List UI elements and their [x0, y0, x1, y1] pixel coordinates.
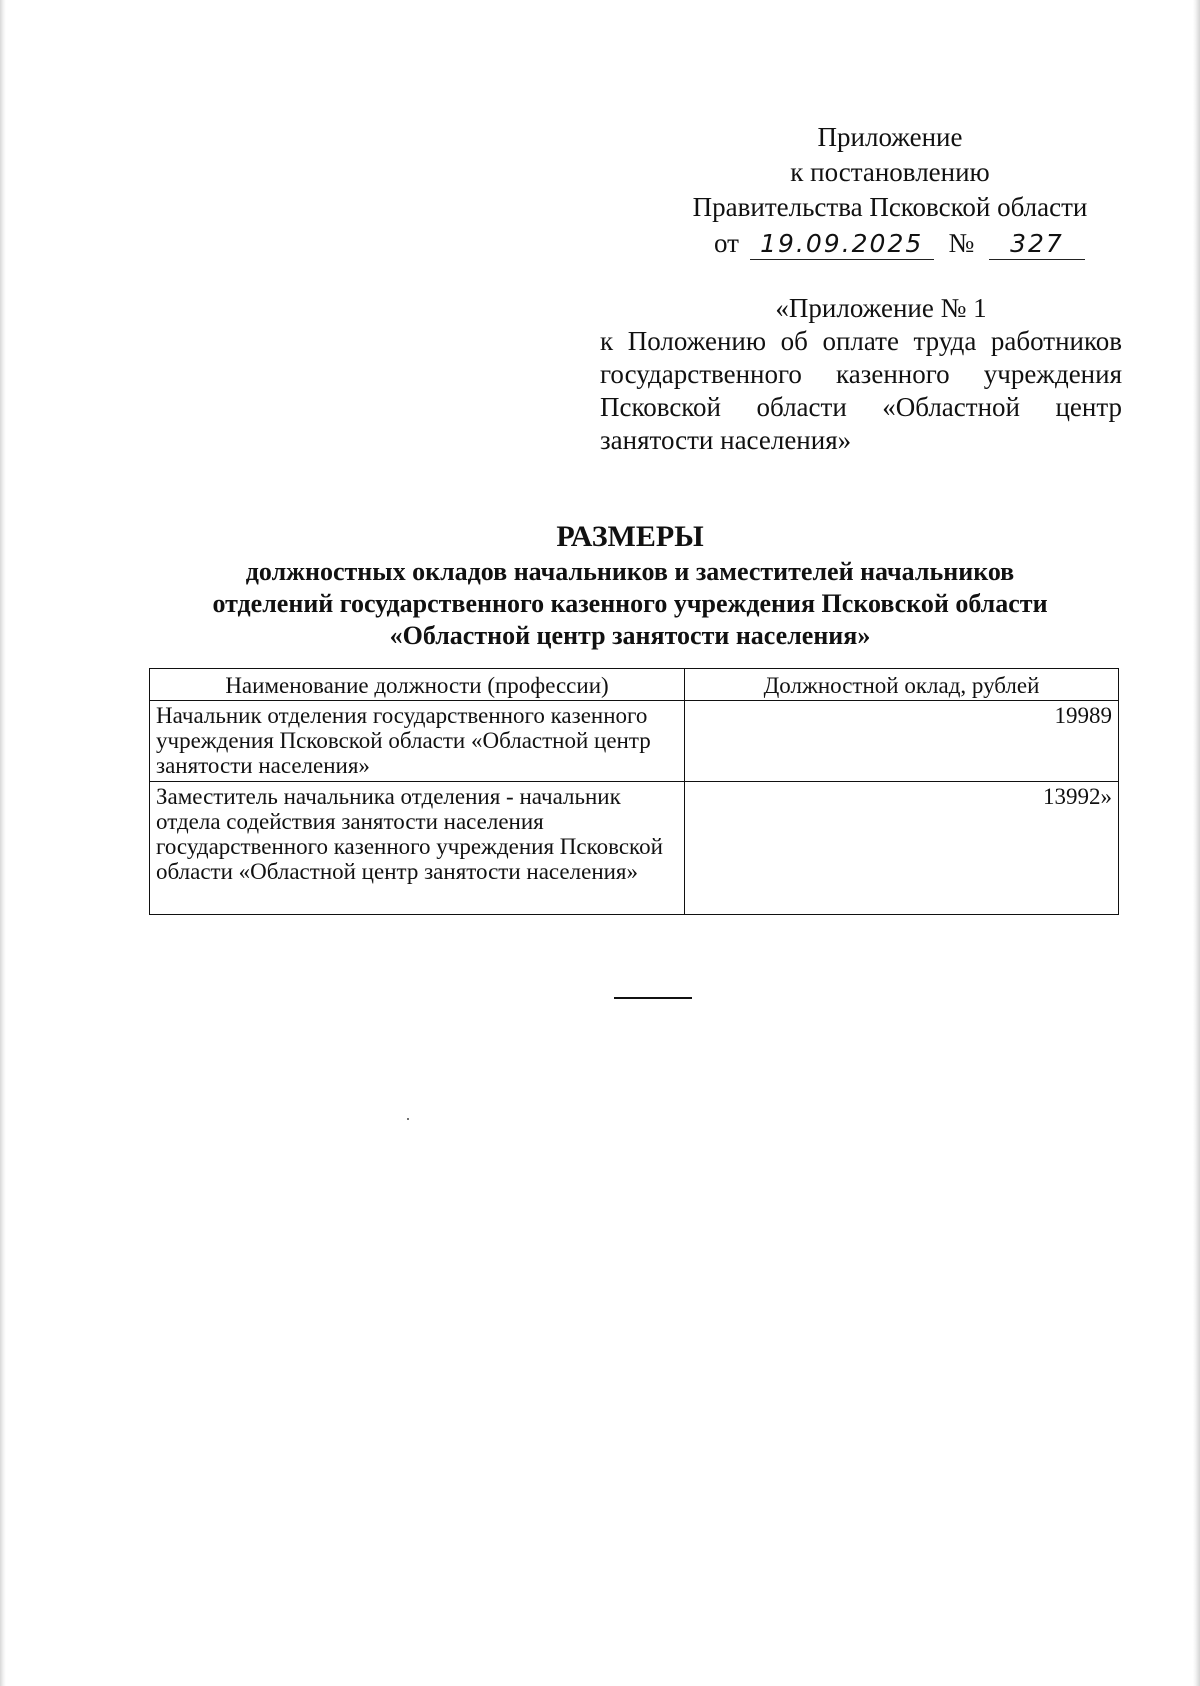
title-main: РАЗМЕРЫ	[556, 520, 704, 553]
position-cell: Заместитель начальника отделения - начальник отдела содействия занятости населения государственного казенного учреждения Псковской области «Областной центр занятости населения»	[150, 782, 685, 915]
salary-table	[149, 668, 1119, 915]
scan-edge-left	[0, 0, 6, 1686]
scan-speck	[407, 1118, 409, 1120]
appendix-title: «Приложение № 1	[775, 293, 987, 323]
title-line-3: «Областной центр занятости населения»	[389, 621, 871, 650]
end-divider	[614, 997, 692, 999]
scan-edge-right	[1193, 0, 1200, 1686]
position-cell: Начальник отделения государственного казенного учреждения Псковской области «Областной центр занятости населения»	[150, 701, 685, 782]
document-title	[140, 518, 1120, 652]
approval-block	[660, 120, 1120, 225]
appendix-block	[600, 292, 1122, 457]
header-position: Наименование должности (профессии)	[150, 669, 685, 701]
approval-line-2: к постановлению	[790, 157, 990, 187]
table-row	[150, 782, 1119, 915]
handwritten-date: 19.09.2025	[750, 229, 934, 260]
number-label: №	[948, 228, 975, 258]
appendix-text: к Положению об оплате труда работников государственного казенного учреждения Псковской области «Областной центр занятости населения»	[600, 326, 1122, 455]
approval-line-1: Приложение	[817, 122, 963, 152]
salary-cell: 19989	[685, 701, 1119, 782]
title-line-2: отделений государственного казенного учреждения Псковской области	[212, 589, 1048, 618]
table-row	[150, 701, 1119, 782]
handwritten-number: 327	[989, 229, 1085, 260]
salary-cell: 13992»	[685, 782, 1119, 915]
header-salary: Должностной оклад, рублей	[685, 669, 1119, 701]
title-line-1: должностных окладов начальников и заместителей начальников	[245, 557, 1015, 586]
approval-reference	[714, 226, 1074, 261]
table-header-row	[150, 669, 1119, 701]
date-prefix: от	[714, 228, 739, 258]
approval-line-3: Правительства Псковской области	[692, 192, 1088, 222]
